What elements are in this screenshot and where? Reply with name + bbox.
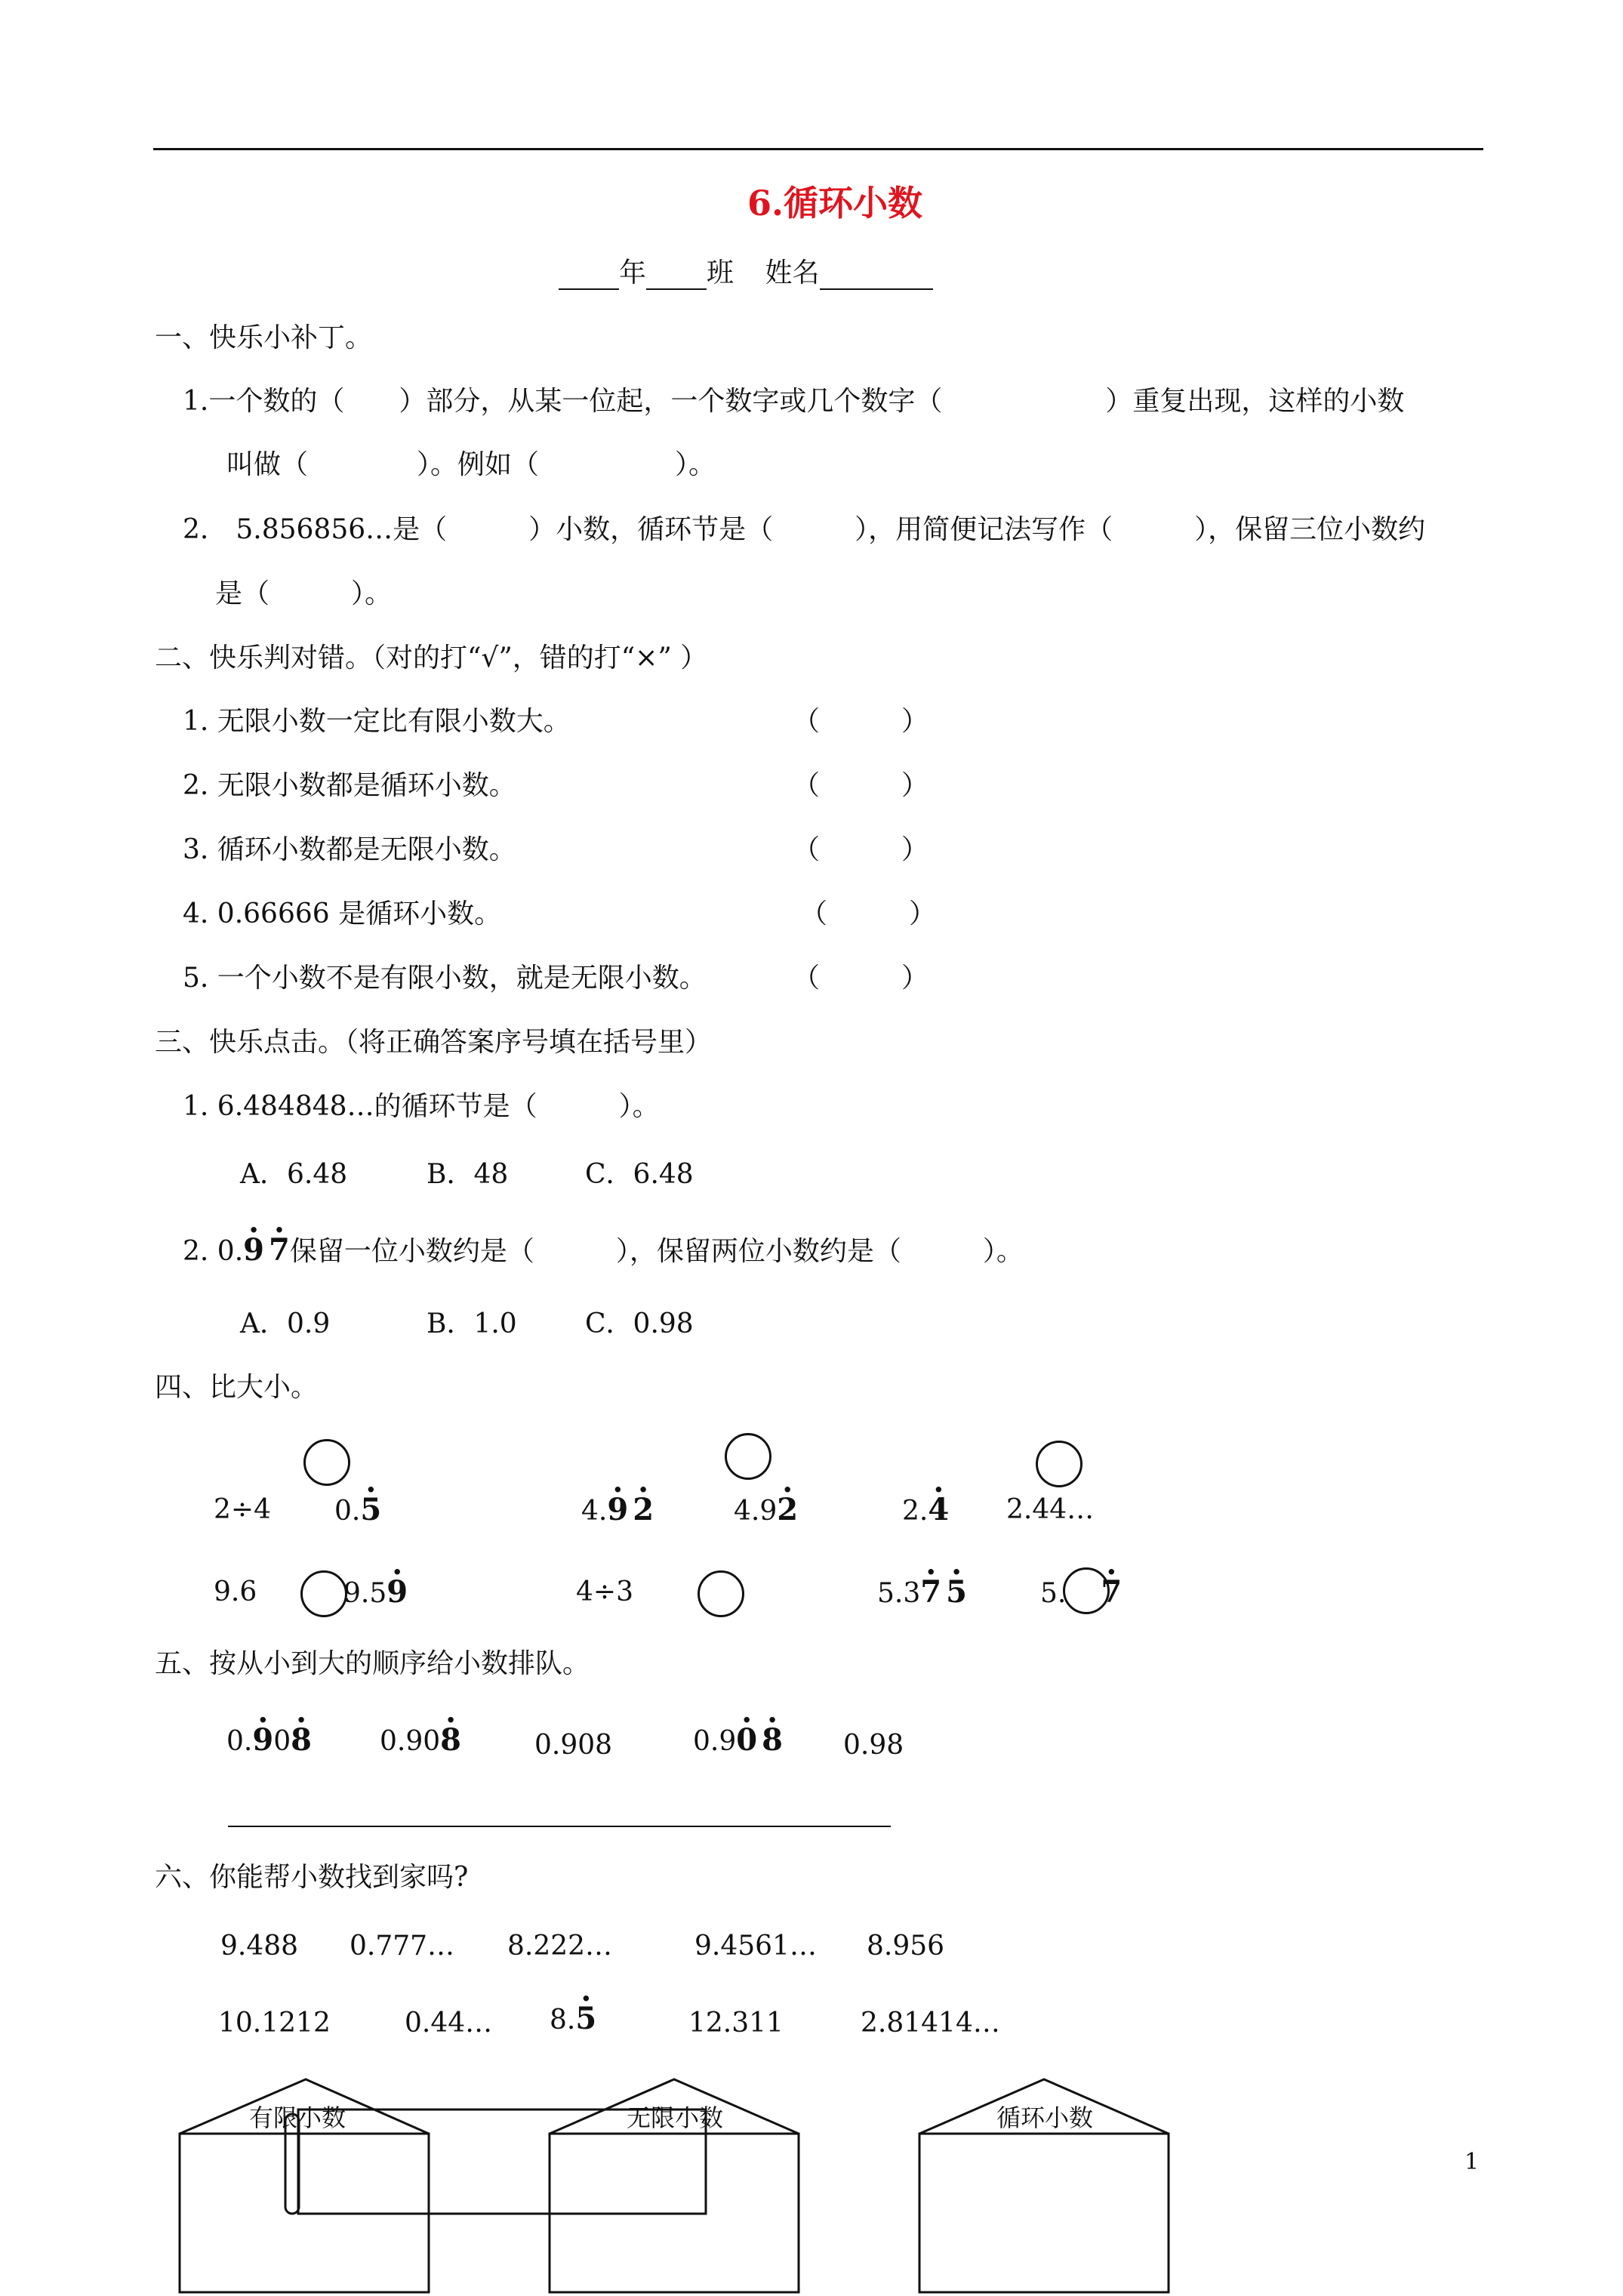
student-info-line [559,257,933,290]
repeat-digit-2: · 8 [291,1724,312,1757]
repeat-digit-2: · 5 [946,1576,967,1609]
repeat-digit: · 7 [1101,1576,1122,1609]
s1-q1-line1: 1.一个数的（ ）部分，从某一位起，一个数字或几个数字（ ）重复出现，这样的小数 [183,386,1405,417]
decimal-r1-4: 9.4561… [694,1931,817,1962]
num-pre: 4.9 [734,1496,778,1527]
num-mid: 0 [273,1726,291,1757]
num-pre: 4. [581,1496,608,1527]
compare-r1-left-1: 2÷4 [214,1494,271,1525]
compare-circle-6[interactable] [1063,1567,1110,1614]
s1-q2-line2: 是（ ）。 [215,578,393,609]
s1-q2-line1: 2. 5.856856…是（ ）小数，循环节是（ ），用简便记法写作（ ），保留三位小数约 [183,514,1426,545]
compare-circle-3[interactable] [1036,1441,1083,1487]
top-rule [153,148,1483,150]
num-pre: 8. [550,2005,576,2036]
house-label-infinite: 无限小数 [627,2103,724,2132]
house-label-finite: 有限小数 [249,2103,346,2132]
compare-r1-left-3 [902,1493,949,1528]
judge-item-2: 2. 无限小数都是循环小数。 [183,770,516,801]
repeat-digit: · 8 [440,1724,461,1757]
num-pre: 0.9 [693,1726,737,1757]
s3-q1: 1. 6.484848…的循环节是（ ）。 [183,1091,660,1122]
judge-item-1: 1. 无限小数一定比有限小数大。 [183,706,571,737]
s3-q2 [183,1234,1024,1268]
decimal-r2-3 [550,2002,596,2037]
decimal-r1-5: 8.956 [867,1931,945,1962]
s3-q1-option-c[interactable]: C．6.48 [585,1159,694,1190]
judge-paren-4[interactable]: （ ） [800,898,937,929]
compare-r2-right-1 [343,1576,408,1610]
decimal-r1-1: 9.488 [220,1931,299,1962]
order-answer-line[interactable] [228,1826,891,1827]
num-pre: 2. [902,1496,929,1527]
decimal-r1-2: 0.777… [350,1931,455,1962]
repeat-digit: · 5 [575,2002,596,2036]
compare-r2-left-1: 9.6 [214,1576,257,1607]
houses-drawing [0,2069,1623,2296]
num-0-5-pre: 0. [334,1496,361,1527]
judge-paren-3[interactable]: （ ） [793,834,929,865]
section-1-heading: 一、快乐小补丁。 [155,322,373,353]
house-label-repeating: 循环小数 [996,2103,1094,2132]
judge-paren-1[interactable]: （ ） [793,706,929,737]
s3-q1-option-a[interactable]: A．6.48 [240,1159,348,1190]
name-blank[interactable] [820,264,933,290]
repeat-digit: · 5 [360,1493,381,1527]
compare-r2-left-2: 4÷3 [576,1576,633,1607]
decimal-r1-3: 8.222… [507,1931,613,1962]
section-3-heading: 三、快乐点击。（将正确答案序号填在括号里） [155,1027,713,1058]
repeat-digit: · 4 [928,1493,949,1527]
repeat-digit-1: · 7 [920,1576,941,1609]
compare-r1-right-3: 2.44… [1006,1494,1095,1525]
repeat-digit: · 9 [387,1576,408,1609]
s1-q1-line2: 叫做（ ）。例如（ ）。 [226,449,716,480]
s3-q2-option-a[interactable]: A．0.9 [240,1308,331,1339]
compare-r1-left-2 [581,1493,654,1528]
s3-q2-option-b[interactable]: B．1.0 [427,1308,517,1339]
s3-q2-prefix: 2. 0. [183,1236,244,1267]
repeat-digit-2: · 2 [633,1493,654,1527]
house-body [919,2134,1169,2292]
s3-q2-suffix: 保留一位小数约是（ ），保留两位小数约是（ ）。 [289,1236,1024,1267]
section-5-heading: 五、按从小到大的顺序给小数排队。 [155,1648,590,1679]
num-pre: 9.5 [343,1578,387,1609]
order-number-3: 0.908 [534,1730,613,1761]
year-label: 年 [619,257,647,288]
compare-circle-5[interactable] [698,1570,744,1617]
order-number-5: 0.98 [843,1730,904,1761]
s3-q2-repeat-digit-1: · 9 [243,1234,264,1267]
num-pre: 5. [1040,1578,1067,1609]
repeat-digit-1: · 0 [736,1724,757,1757]
compare-r1-right-1 [334,1493,381,1528]
num-pre: 5.3 [877,1578,921,1609]
decimal-r2-4: 12.311 [688,2008,784,2039]
compare-r2-left-3 [877,1576,967,1610]
decimal-r2-1: 10.1212 [218,2008,331,2039]
section-6-heading: 六、你能帮小数找到家吗? [155,1862,469,1893]
s3-q2-repeat-digit-2: · 7 [269,1234,290,1267]
decimal-r2-2: 0.44… [405,2008,493,2039]
judge-paren-2[interactable]: （ ） [793,770,929,801]
name-label: 姓名 [765,257,820,288]
s3-q2-option-c[interactable]: C．0.98 [585,1308,694,1339]
page-number: 1 [1464,2149,1480,2175]
class-blank[interactable] [646,264,707,290]
order-number-1 [226,1724,312,1758]
judge-item-3: 3. 循环小数都是无限小数。 [183,834,516,865]
judge-paren-5[interactable]: （ ） [793,963,929,994]
judge-item-5: 5. 一个小数不是有限小数，就是无限小数。 [183,963,707,994]
order-number-4 [693,1724,783,1758]
year-blank[interactable] [559,264,619,290]
num-pre: 0.90 [380,1726,441,1757]
order-number-2 [380,1724,461,1758]
compare-circle-1[interactable] [303,1439,350,1486]
compare-circle-4[interactable] [300,1570,347,1617]
judge-item-4: 4. 0.66666 是循环小数。 [183,898,502,929]
repeat-digit-1: · 9 [607,1493,628,1527]
section-2-heading: 二、快乐判对错。（对的打“√”，错的打“×” ） [155,643,708,673]
num-pre: 0. [226,1726,253,1757]
decimal-r2-5: 2.81414… [861,2008,1000,2039]
compare-circle-2[interactable] [725,1433,771,1480]
page-title: 6.循环小数 [747,183,923,223]
repeat-digit-1: · 9 [252,1724,273,1757]
section-4-heading: 四、比大小。 [155,1372,319,1403]
class-label: 班 [707,257,735,288]
repeat-digit-2: · 8 [762,1724,783,1757]
repeat-digit: · 2 [777,1493,798,1527]
compare-r1-right-2 [734,1493,798,1528]
s3-q1-option-b[interactable]: B．48 [427,1159,509,1190]
